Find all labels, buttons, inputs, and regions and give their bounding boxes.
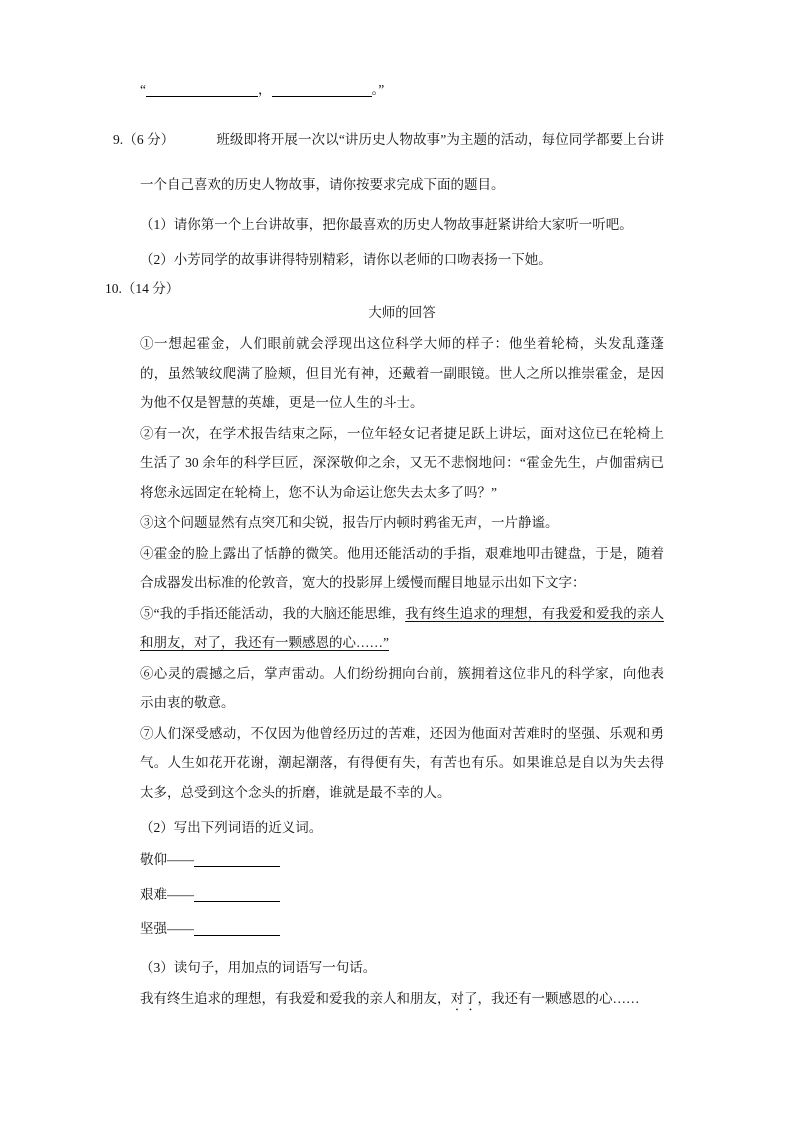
answer-blank-2 bbox=[272, 85, 372, 97]
passage-paragraph-4: ④霍金的脸上露出了恬静的微笑。他用还能活动的手指，艰难地叩击键盘，于是，随着合成器发出标准的伦敦音，宽大的投影屏上缓慢而醒目地显示出如下文字： bbox=[140, 545, 664, 590]
question-9-stem bbox=[113, 117, 664, 207]
question-9-sub-2: （2）小芳同学的故事讲得特别精彩，请你以老师的口吻表扬一下她。 bbox=[140, 252, 552, 267]
question-9-sub-1: （1）请你第一个上台讲故事，把你最喜欢的历史人物故事赶紧讲给大家听一听吧。 bbox=[140, 217, 633, 232]
question-9-text: 班级即将开展一次以“讲历史人物故事”为主题的活动，每位同学都要上台讲一个自己喜欢的历史人物故事，请你按要求完成下面的题目。 bbox=[140, 132, 664, 192]
passage-title: 大师的回答 bbox=[368, 305, 436, 320]
dotted-emphasis-word: 对了 bbox=[450, 990, 478, 1006]
passage-paragraph-5 bbox=[140, 599, 664, 658]
synonym-word-2: 艰难 bbox=[140, 886, 167, 902]
close-quote: 。” bbox=[371, 82, 385, 97]
synonym-row-3 bbox=[140, 912, 664, 947]
synonym-dash-2: —— bbox=[167, 886, 194, 902]
sentence-part-before: 我有终生追求的理想，有我爱和爱我的亲人和朋友， bbox=[140, 990, 451, 1006]
paragraph-5-prefix: ⑤“我的手指还能活动，我的大脑还能思维， bbox=[140, 605, 406, 621]
synonym-answer-blank-2 bbox=[194, 889, 280, 901]
paragraph-5-underlined-sentence: 我有终生追求的理想，有我爱和爱我的亲人和朋友，对了，我还有一颗感恩的心……” bbox=[140, 605, 664, 650]
passage-paragraph-3: ③这个问题显然有点突兀和尖锐，报告厅内顿时鸦雀无声，一片静谧。 bbox=[140, 515, 559, 530]
passage-paragraph-6: ⑥心灵的震撼之后，掌声雷动。人们纷纷拥向台前，簇拥着这位非凡的科学家，向他表示由衷的敬意。 bbox=[140, 665, 664, 710]
synonym-answer-blank-1 bbox=[194, 855, 280, 867]
synonym-row-2 bbox=[140, 878, 664, 913]
answer-blank-1 bbox=[146, 85, 258, 97]
question-10-sub-3-sentence bbox=[140, 983, 664, 1014]
sentence-part-after: ，我还有一颗感恩的心…… bbox=[477, 990, 640, 1006]
passage-paragraph-1: ①一想起霍金，人们眼前就会浮现出这位科学大师的样子：他坐着轮椅，头发乱蓬蓬的，虽然皱纹爬满了脸颊，但目光有神，还戴着一副眼镜。世人之所以推崇霍金，是因为他不仅是智慧的英雄，更是一位人生的斗士。 bbox=[140, 336, 664, 410]
question-10-sub-3-label: （3）读句子，用加点的词语写一句话。 bbox=[140, 959, 377, 975]
synonym-dash-1: —— bbox=[167, 852, 194, 867]
question-9-number: 9.（6 分） bbox=[113, 132, 175, 147]
synonym-word-1: 敬仰 bbox=[140, 852, 167, 867]
question-10-number: 10.（14 分） bbox=[105, 281, 180, 296]
synonym-word-3: 坚强 bbox=[140, 921, 167, 936]
passage-paragraph-2: ②有一次，在学术报告结束之际，一位年轻女记者捷足跃上讲坛，面对这位已在轮椅上生活了 30 余年的科学巨匠，深深敬仰之余，又无不悲悯地问：“霍金先生，卢伽雷病已将您永远固定在轮椅上，您不认为命运让您失去太多了吗？” bbox=[140, 425, 664, 500]
open-quote: “ bbox=[140, 82, 146, 97]
synonym-row-1 bbox=[140, 843, 664, 878]
question-10-sub-2-label: （2）写出下列词语的近义词。 bbox=[140, 820, 323, 835]
synonym-answer-blank-3 bbox=[194, 924, 280, 936]
quote-comma: ， bbox=[258, 82, 272, 97]
passage-paragraph-7: ⑦人们深受感动，不仅因为他曾经历过的苦难，还因为他面对苦难时的坚强、乐观和勇气。人生如花开花谢，潮起潮落，有得便有失，有苦也有乐。如果谁总是自以为失去得太多，总受到这个念头的折磨，谁就是最不幸的人。 bbox=[140, 725, 664, 800]
dictation-blank-line bbox=[140, 75, 664, 104]
synonym-dash-3: —— bbox=[167, 921, 194, 936]
